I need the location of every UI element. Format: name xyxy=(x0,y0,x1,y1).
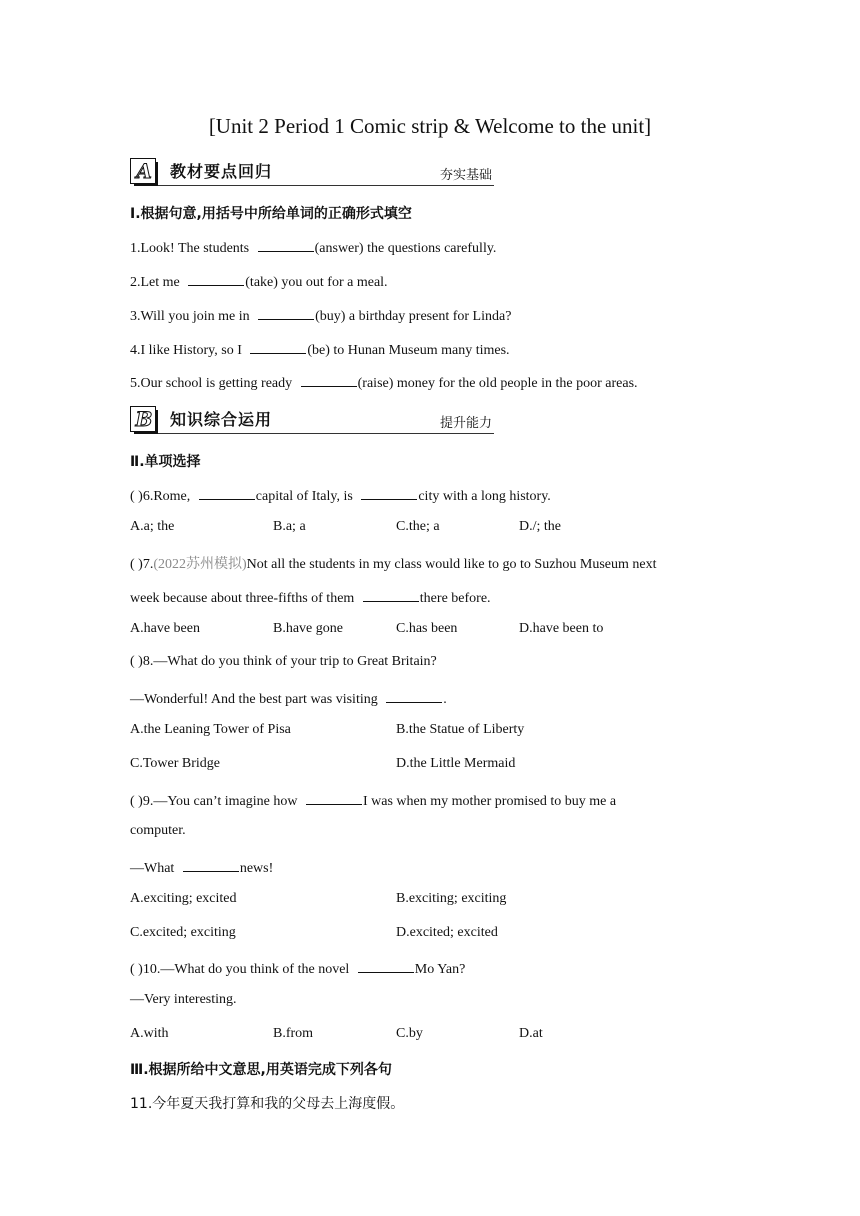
letter-b-badge-icon: B xyxy=(130,406,156,432)
option-c: C.excited; exciting xyxy=(130,925,236,940)
question-9-line-3: —What news! xyxy=(130,857,273,877)
banner-a-name: 教材要点回归 xyxy=(170,162,273,181)
option-a: A.with xyxy=(130,1026,169,1041)
question-7: ( )7.(2022苏州模拟)Not all the students in my class would like to go to Suzhou Museum next xyxy=(130,557,657,572)
question-3: 3.Will you join me in (buy) a birthday present for Linda? xyxy=(130,305,511,325)
option-b: B.exciting; exciting xyxy=(396,891,507,906)
answer-paren[interactable]: ( ) xyxy=(130,962,143,977)
answer-blank[interactable] xyxy=(363,587,419,602)
option-d: D./; the xyxy=(519,519,561,534)
option-b: B.have gone xyxy=(273,621,343,636)
option-d: D.excited; excited xyxy=(396,925,498,940)
banner-b-name: 知识综合运用 xyxy=(170,410,273,429)
option-a: A.a; the xyxy=(130,519,175,534)
answer-blank[interactable] xyxy=(188,271,244,286)
question-8-line-2: —Wonderful! And the best part was visiting . xyxy=(130,688,447,708)
banner-b-tag: 提升能力 xyxy=(439,416,492,431)
option-a: A.have been xyxy=(130,621,200,636)
section-banner-a xyxy=(130,156,494,186)
answer-blank[interactable] xyxy=(199,485,255,500)
question-7-line-2: week because about three-fifths of them there before. xyxy=(130,587,491,607)
question-2: 2.Let me (take) you out for a meal. xyxy=(130,271,388,291)
section-banner-b xyxy=(130,404,494,434)
option-c: C.the; a xyxy=(396,519,440,534)
section-3-heading: Ⅲ.根据所给中文意思,用英语完成下列各句 xyxy=(130,1062,392,1078)
option-c: C.by xyxy=(396,1026,423,1041)
letter-a-badge-icon: A xyxy=(130,158,156,184)
question-6: ( )6.Rome, capital of Italy, is city with a long history. xyxy=(130,485,551,505)
option-a: A.exciting; excited xyxy=(130,891,237,906)
answer-blank[interactable] xyxy=(258,237,314,252)
answer-paren[interactable]: ( ) xyxy=(130,489,143,504)
option-c: C.has been xyxy=(396,621,458,636)
question-5: 5.Our school is getting ready (raise) money for the old people in the poor areas. xyxy=(130,372,638,392)
page-title: [Unit 2 Period 1 Comic strip & Welcome to the unit] xyxy=(208,114,652,138)
banner-b-rule xyxy=(158,433,494,434)
answer-blank[interactable] xyxy=(358,958,414,973)
option-c: C.Tower Bridge xyxy=(130,756,221,771)
option-b: B.the Statue of Liberty xyxy=(396,722,525,737)
question-10-line-2: —Very interesting. xyxy=(130,992,237,1007)
answer-blank[interactable] xyxy=(386,688,442,703)
answer-paren[interactable]: ( ) xyxy=(130,557,143,572)
question-9: ( )9.—You can’t imagine how I was when my mother promised to buy me a xyxy=(130,790,616,810)
question-10: ( )10.—What do you think of the novel Mo Yan? xyxy=(130,958,465,978)
option-b: B.from xyxy=(273,1026,314,1041)
question-4: 4.I like History, so I (be) to Hunan Museum many times. xyxy=(130,339,510,359)
section-1-heading: Ⅰ.根据句意,用括号中所给单词的正确形式填空 xyxy=(130,206,412,222)
answer-paren[interactable]: ( ) xyxy=(130,794,143,809)
answer-blank[interactable] xyxy=(301,372,357,387)
option-d: D.the Little Mermaid xyxy=(396,756,516,771)
answer-blank[interactable] xyxy=(183,857,239,872)
question-1: 1.Look! The students (answer) the questions carefully. xyxy=(130,237,496,257)
banner-a-tag: 夯实基础 xyxy=(439,168,492,183)
option-a: A.the Leaning Tower of Pisa xyxy=(130,722,291,737)
question-11: 11.今年夏天我打算和我的父母去上海度假。 xyxy=(130,1096,405,1112)
answer-blank[interactable] xyxy=(258,305,314,320)
answer-blank[interactable] xyxy=(361,485,417,500)
answer-blank[interactable] xyxy=(250,339,306,354)
option-d: D.have been to xyxy=(519,621,604,636)
banner-a-rule xyxy=(158,185,494,186)
answer-blank[interactable] xyxy=(306,790,362,805)
answer-paren[interactable]: ( ) xyxy=(130,654,143,669)
question-source: (2022苏州模拟) xyxy=(153,557,247,572)
section-2-heading: Ⅱ.单项选择 xyxy=(130,454,201,470)
question-8: ( )8.—What do you think of your trip to Great Britain? xyxy=(130,654,437,669)
option-d: D.at xyxy=(519,1026,543,1041)
option-b: B.a; a xyxy=(273,519,306,534)
question-9-line-2: computer. xyxy=(130,823,186,838)
